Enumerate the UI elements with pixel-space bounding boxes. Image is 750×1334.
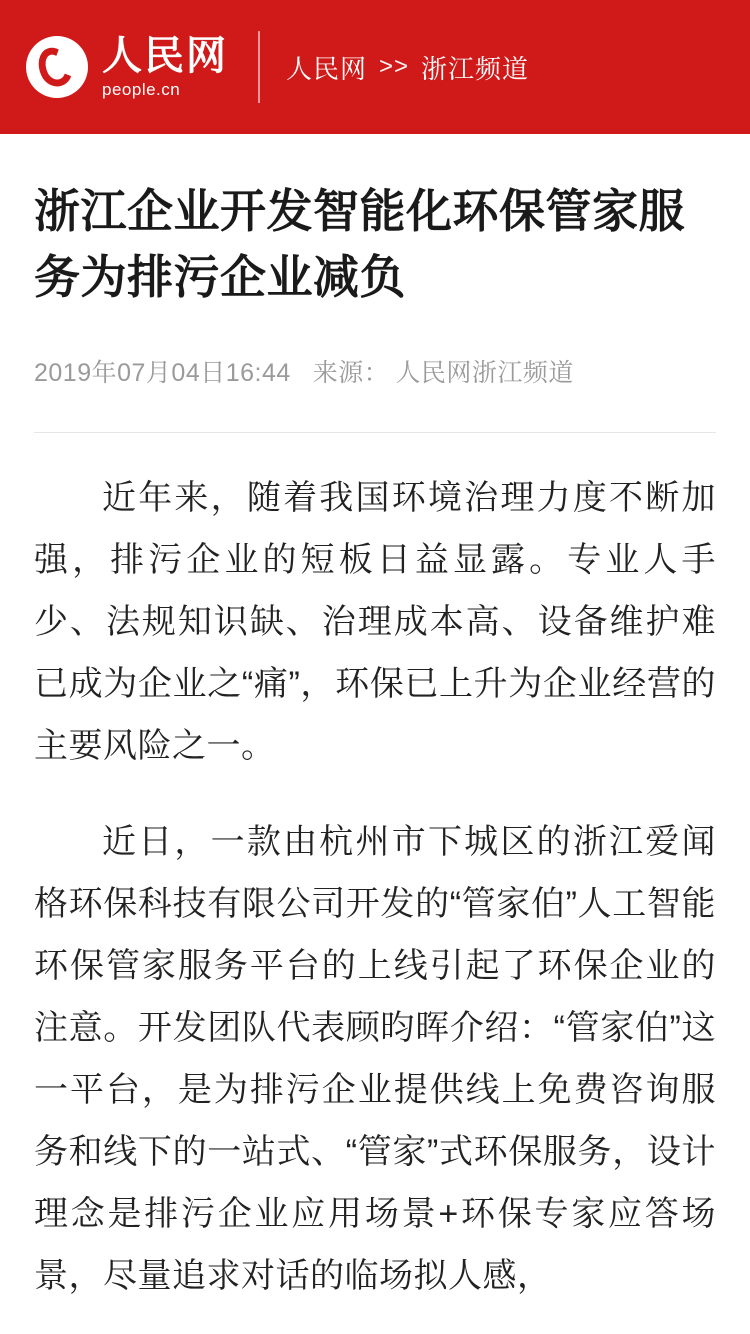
page-title: 浙江企业开发智能化环保管家服务为排污企业减负: [34, 185, 685, 303]
article-paragraph: 近年来，随着我国环境治理力度不断加强，排污企业的短板日益显露。专业人手少、法规知识缺、治理成本高、设备维护难已成为企业之“痛”，环保已上升为企业经营的主要风险之一。: [34, 479, 716, 765]
site-logo[interactable]: [26, 28, 228, 106]
logo-en-text: people.cn: [102, 80, 181, 99]
site-header: [0, 0, 750, 134]
breadcrumb-separator-icon: >>: [379, 53, 410, 80]
publish-datetime: 2019年07月04日16:44: [34, 359, 291, 387]
logo-cn-text: 人民网: [102, 34, 228, 78]
breadcrumb-item-channel[interactable]: 浙江频道: [421, 53, 530, 84]
breadcrumb: [286, 49, 529, 86]
article: [0, 178, 750, 1307]
article-meta: [34, 356, 716, 390]
breadcrumb-item-home[interactable]: 人民网: [286, 53, 368, 84]
header-divider: [258, 31, 260, 103]
meta-divider: [34, 432, 716, 433]
people-cn-logo-icon: [26, 36, 88, 98]
article-body: [34, 467, 716, 1307]
logo-text: [102, 34, 228, 100]
source-name: 人民网浙江频道: [395, 359, 574, 387]
article-paragraph: 近日，一款由杭州市下城区的浙江爱闻格环保科技有限公司开发的“管家伯”人工智能环保管家服务平台的上线引起了环保企业的注意。开发团队代表顾昀晖介绍：“管家伯”这一平台，是为排污企业提供线上免费咨询服务和线下的一站式、“管家”式环保服务，设计理念是排污企业应用场景+环保专家应答场景，尽量追求对话的临场拟人感，: [34, 823, 716, 1295]
source-label: 来源：: [312, 359, 390, 387]
